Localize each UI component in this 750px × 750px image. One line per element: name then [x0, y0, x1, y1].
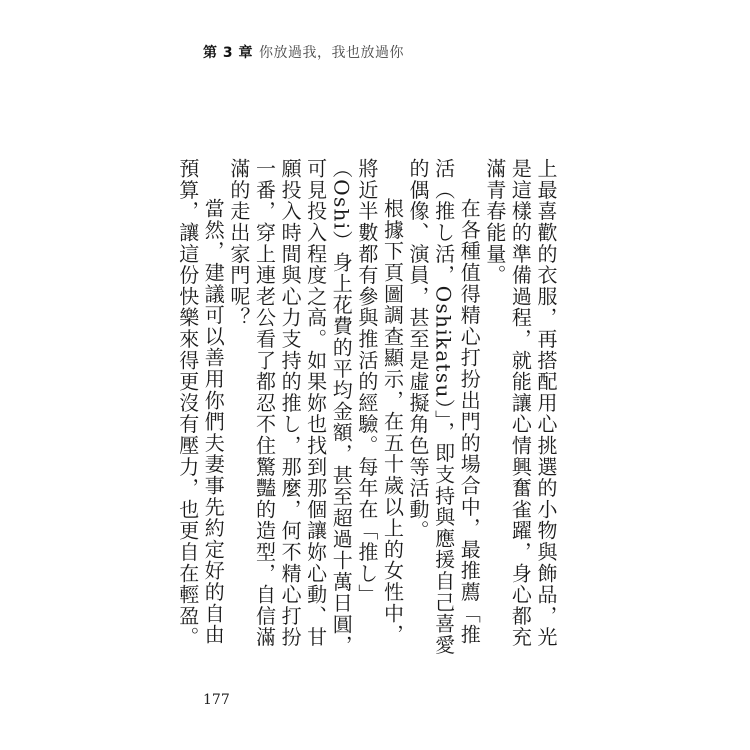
paragraph-2: 在各種值得精心打扮出門的場合中，最推薦「推活（推し活，Oshikatsu）」，即支持與應援自己喜愛的偶像、演員，甚至是虛擬角色等活動。: [406, 158, 482, 656]
chapter-label: 第 3 章: [203, 45, 253, 61]
chapter-header: [203, 44, 404, 62]
paragraph-3: 根據下頁圖調查顯示，在五十歲以上的女性中，將近半數都有參與推活的經驗。每年在「推し」（Oshi）身上花費的平均金額，甚至超過十萬日圓，可見投入程度之高。如果妳也找到那個讓妳心動、甘願投入時間與心力支持的推し，那麼，何不精心打扮一番，穿上連老公看了都忍不住驚豔的造型，自信滿滿的走出家門呢？: [226, 158, 405, 657]
chapter-title: 你放過我，我也放過你: [259, 45, 404, 61]
paragraph-4: 當然，建議可以善用你們夫妻事先約定好的自由預算，讓這份快樂來得更沒有壓力，也更自在輕盈。: [175, 158, 226, 648]
page-number: 177: [203, 692, 230, 708]
paragraph-1: 上最喜歡的衣服，再搭配用心挑選的小物與飾品，光是這樣的準備過程，就能讓心情興奮雀躍，身心都充滿青春能量。: [482, 158, 558, 648]
body-text: [174, 158, 558, 658]
